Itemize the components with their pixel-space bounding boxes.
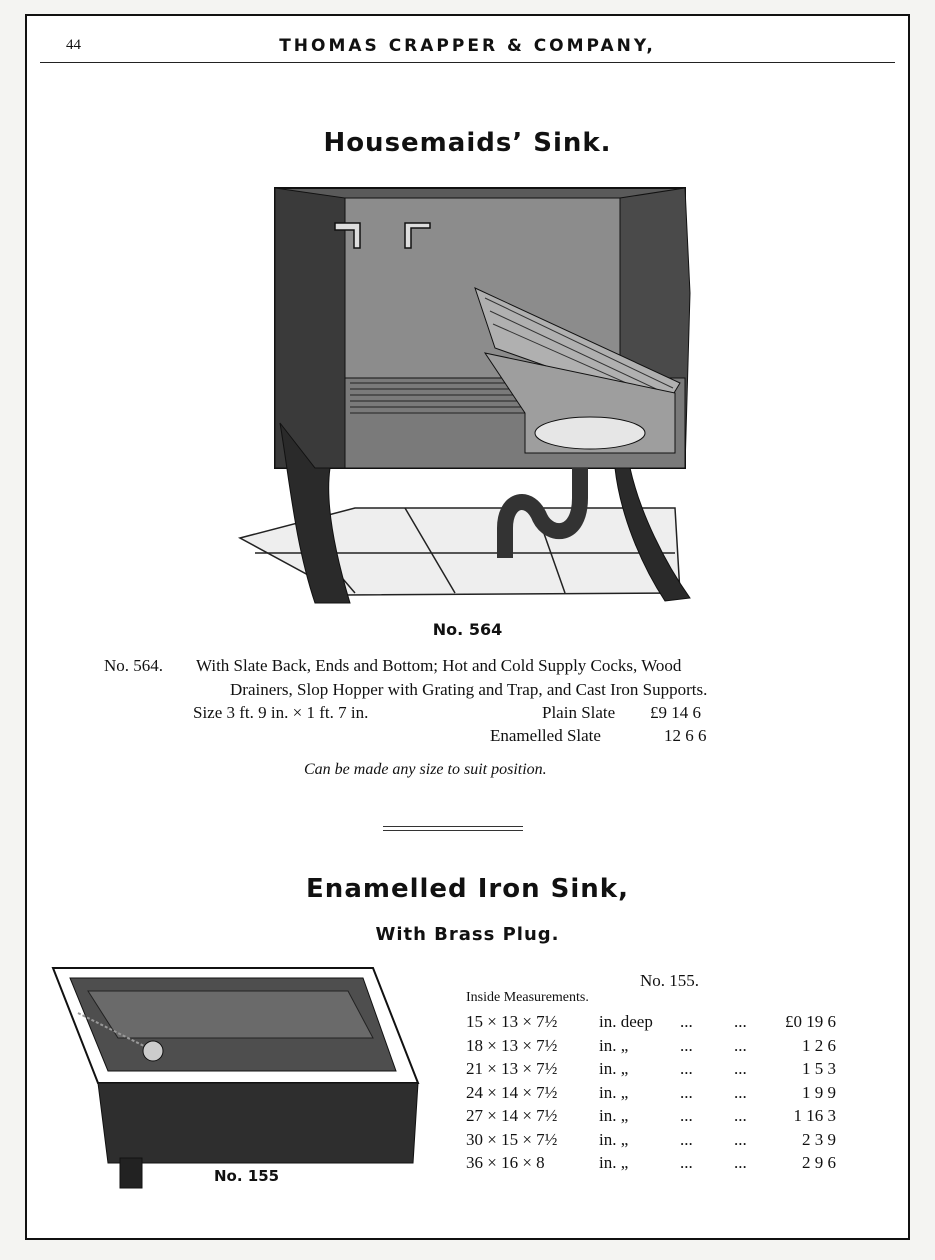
custom-size-note: Can be made any size to suit position.	[304, 761, 547, 778]
brass-plug-subtitle: With Brass Plug.	[375, 924, 560, 945]
dimension-cell: 21 × 13 × 7½	[466, 1059, 558, 1078]
leader-dots: ...	[680, 1153, 693, 1172]
waste-outlet	[120, 1158, 142, 1188]
price-cell: 1 9 9	[802, 1082, 836, 1102]
dimension-cell: 15 × 13 × 7½	[466, 1012, 558, 1031]
hopper-basin	[535, 417, 645, 449]
leader-dots: ...	[680, 1059, 693, 1078]
description-line-1: With Slate Back, Ends and Bottom; Hot and Cold Supply Cocks, Wood	[196, 656, 682, 675]
description-line-2: Drainers, Slop Hopper with Grating and Trap, and Cast Iron Supports.	[230, 680, 708, 699]
leader-dots: ...	[734, 1059, 747, 1078]
price-cell: 2 9 6	[802, 1153, 836, 1172]
leader-dots: ...	[680, 1082, 693, 1102]
price-cell: £0 19 6	[785, 1012, 836, 1031]
leader-dots: ...	[734, 1035, 747, 1055]
item-number-564: No. 564.	[104, 656, 164, 675]
enamelled-slate-price: 12 6 6	[664, 726, 707, 745]
page-number: 44	[66, 37, 81, 53]
unit-cell: in. „	[599, 1059, 629, 1078]
size-text: Size 3 ft. 9 in. × 1 ft. 7 in.	[193, 703, 369, 722]
unit-cell: in. „	[599, 1035, 629, 1055]
leader-dots: ...	[734, 1129, 747, 1149]
brass-plug	[143, 1041, 163, 1061]
dimension-cell: 18 × 13 × 7½	[466, 1035, 558, 1055]
divider-rule-bottom	[383, 830, 523, 831]
leader-dots: ...	[734, 1082, 747, 1102]
price-cell: 1 2 6	[802, 1035, 836, 1055]
dimension-cell: 24 × 14 × 7½	[466, 1082, 558, 1102]
page-header	[40, 32, 895, 63]
company-name: THOMAS CRAPPER & COMPANY,	[279, 36, 656, 56]
leader-dots: ...	[734, 1012, 747, 1031]
enamelled-slate-label: Enamelled Slate	[490, 726, 601, 745]
housemaids-sink-title: Housemaids’ Sink.	[323, 128, 612, 158]
unit-cell: in. „	[599, 1153, 629, 1172]
price-cell: 2 3 9	[802, 1129, 836, 1149]
leader-dots: ...	[680, 1106, 693, 1125]
sink-front	[98, 1083, 418, 1163]
sink-back-wall	[88, 991, 373, 1038]
divider-rule-top	[383, 826, 523, 827]
unit-cell: in. „	[599, 1106, 629, 1125]
dimension-cell: 27 × 14 × 7½	[466, 1106, 558, 1125]
leader-dots: ...	[734, 1106, 747, 1125]
enamelled-iron-sink-illustration	[48, 963, 423, 1193]
leader-dots: ...	[680, 1012, 693, 1031]
leader-dots: ...	[734, 1153, 747, 1172]
price-cell: 1 16 3	[793, 1106, 836, 1125]
enamelled-iron-sink-title: Enamelled Iron Sink,	[306, 874, 629, 904]
leader-dots: ...	[680, 1129, 693, 1149]
leader-dots: ...	[680, 1035, 693, 1055]
plain-slate-price: £9 14 6	[650, 703, 701, 722]
unit-cell: in. „	[599, 1082, 629, 1102]
dimension-cell: 30 × 15 × 7½	[466, 1129, 558, 1149]
figure-caption-155: No. 155	[214, 1167, 280, 1185]
unit-cell: in. deep	[599, 1012, 653, 1031]
table-heading: Inside Measurements.	[466, 990, 589, 1005]
figure-caption-564: No. 564	[432, 620, 503, 639]
dimension-cell: 36 × 16 × 8	[466, 1153, 545, 1172]
table-item-number: No. 155.	[640, 971, 700, 990]
housemaids-sink-illustration	[235, 183, 695, 613]
price-cell: 1 5 3	[802, 1059, 836, 1078]
unit-cell: in. „	[599, 1129, 629, 1149]
plain-slate-label: Plain Slate	[542, 703, 616, 722]
